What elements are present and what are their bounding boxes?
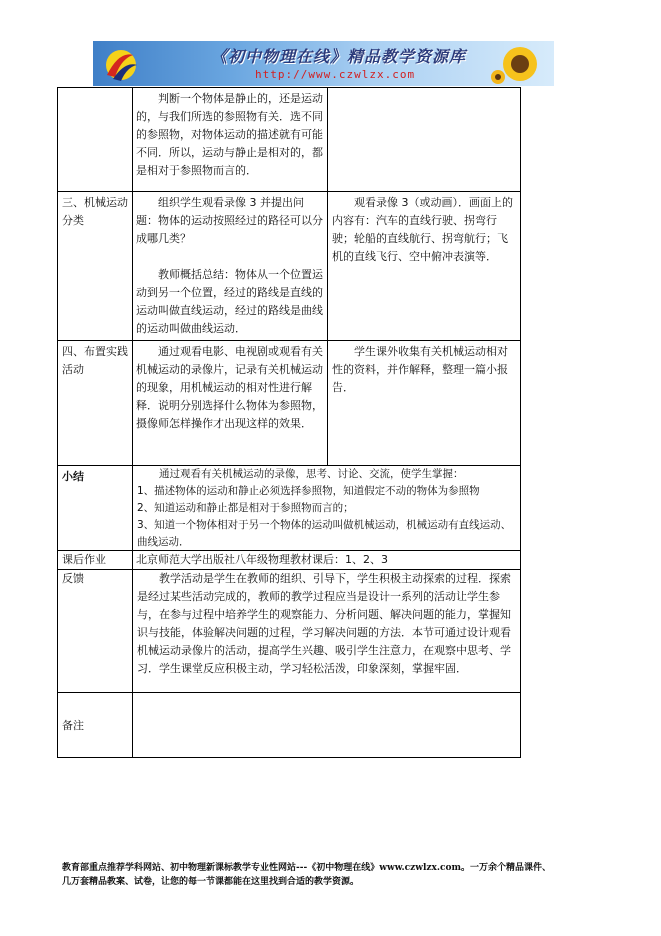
summary-label: 小结 — [62, 470, 84, 483]
summary-item-2: 2、知道运动和静止都是相对于参照物而言的； — [137, 502, 354, 514]
row3-activity-text: 通过观看电影、电视剧或观看有关机械运动的录像片，记录有关机械运动的现象，用机械运动的相对性进行解释．说明分别选择什么物体为参照物，摄像师怎样操作才出现这样的效果． — [136, 345, 323, 430]
footer-line-2: 几万套精品教案、试卷，让您的每一节课都能在这里找到合适的教学资源。 — [62, 877, 360, 887]
lesson-table — [57, 87, 521, 758]
notes-label-cell — [62, 693, 132, 758]
row3-activity-cell — [133, 343, 326, 464]
feedback-text: 教学活动是学生在教师的组织、引导下，学生积极主动探索的过程．探索是经过某些活动完成的，教师的教学过程应当是设计一系列的活动让学生参与，在参与过程中培养学生的观察能力、分析问题、解决问题的能力，掌握知识与技能，体验解决问题的过程，学习解决问题的方法．本节可通过设计观看机械运动录像片的活动，提高学生兴趣、吸引学生注意力，在观察中思考、学习．学生课堂反应积极主动，学习轻松活泼，印象深刻，掌握牢固． — [137, 572, 511, 675]
summary-content-cell — [134, 466, 519, 550]
row2-student-text: 观看录像 3（或动画）．画面上的内容有：汽车的直线行驶、拐弯行驶；轮船的直线航行、拐弯航行；飞机的直线飞行、空中俯冲表演等． — [332, 196, 513, 263]
homework-label-cell — [62, 551, 132, 569]
row2-activity-text-1: 组织学生观看录像 3 并提出问题：物体的运动按照经过的路径可以分成哪几类？ — [136, 196, 323, 245]
page-footer — [62, 861, 622, 889]
row2-activity-text-2: 教师概括总结：物体从一个位置运动到另一个位置，经过的路线是直线的运动叫做直线运动，经过的路线是曲线的运动叫做曲线运动． — [136, 268, 323, 335]
homework-label: 课后作业 — [62, 553, 106, 566]
row1-activity-cell — [133, 90, 326, 190]
feedback-label-cell — [62, 570, 132, 692]
notes-label: 备注 — [62, 718, 84, 732]
row1-student-cell — [328, 90, 518, 190]
feedback-label: 反馈 — [62, 572, 84, 585]
summary-intro: 通过观看有关机械运动的录像，思考、讨论、交流，使学生掌握： — [159, 468, 464, 480]
homework-content-cell — [136, 551, 518, 569]
homework-text: 北京师范大学出版社八年级物理教材课后：1、2、3 — [136, 553, 388, 566]
row2-label: 三、机械运动分类 — [62, 196, 128, 227]
row2-student-cell — [328, 194, 518, 339]
row3-student-cell — [328, 343, 518, 464]
banner-url: http://www.czwlzx.com — [255, 68, 416, 81]
row2-activity-cell — [133, 194, 326, 339]
row3-label-cell — [58, 341, 132, 465]
summary-item-1: 1、描述物体的运动和静止必须选择参照物，知道假定不动的物体为参照物 — [137, 485, 480, 497]
site-logo-icon — [99, 45, 141, 83]
summary-item-3: 3、知道一个物体相对于另一个物体的运动叫做机械运动，机械运动有直线运动、曲线运动． — [137, 519, 512, 548]
header-banner — [93, 41, 554, 86]
row3-student-text: 学生课外收集有关机械运动相对性的资料，并作解释，整理一篇小报告． — [332, 345, 508, 394]
row3-label: 四、布置实践活动 — [62, 345, 128, 376]
banner-title: 《初中物理在线》精品教学资源库 — [211, 47, 467, 66]
summary-label-cell — [58, 466, 132, 550]
feedback-content-cell — [134, 570, 519, 692]
row2-label-cell — [58, 192, 132, 340]
notes-content-cell — [134, 693, 519, 758]
row1-activity-text: 判断一个物体是静止的，还是运动的，与我们所选的参照物有关．选不同的参照物，对物体运动的描述就有可能不同．所以，运动与静止是相对的，都是相对于参照物而言的． — [136, 92, 323, 177]
footer-line-1: 教育部重点推荐学科网站、初中物理新课标教学专业性网站---《初中物理在线》www.czwlzx.com。一万余个精品课件、 — [62, 863, 552, 873]
sunflower-icon — [490, 43, 550, 85]
